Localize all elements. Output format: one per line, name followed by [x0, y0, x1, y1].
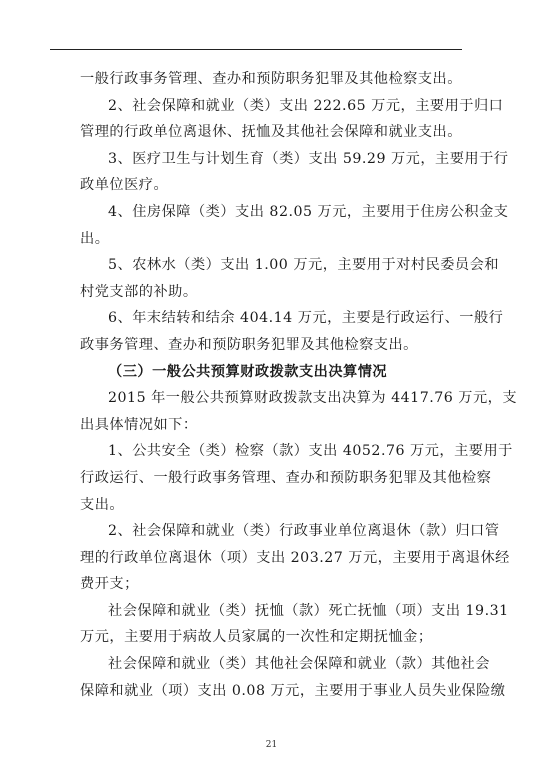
- text-line: 6、年末结转和结余 404.14 万元，主要是行政运行、一般行: [108, 310, 504, 327]
- text-line: 3、医疗卫生与计划生育（类）支出 59.29 万元，主要用于行: [108, 150, 509, 167]
- text-line: 4、住房保障（类）支出 82.05 万元，主要用于住房公积金支: [108, 203, 509, 220]
- text-line: 保障和就业（项）支出 0.08 万元，主要用于事业人员失业保险缴: [80, 682, 506, 699]
- text-line: 管理的行政单位离退休、抚恤及其他社会保障和就业支出。: [80, 124, 462, 141]
- text-line: 2、社会保障和就业（类）支出 222.65 万元，主要用于归口: [108, 97, 504, 114]
- text-line: 社会保障和就业（类）其他社会保障和就业（款）其他社会: [108, 656, 490, 673]
- text-line: 理的行政单位离退休（项）支出 203.27 万元，主要用于离退休经: [80, 549, 510, 566]
- text-line: 出。: [80, 230, 110, 247]
- page-number: 21: [265, 740, 278, 750]
- text-line: 政单位医疗。: [80, 177, 169, 194]
- text-line: 1、公共安全（类）检察（款）支出 4052.76 万元，主要用于: [108, 443, 513, 460]
- text-line: 一般行政事务管理、查办和预防职务犯罪及其他检察支出。: [80, 71, 462, 87]
- text-line: 费开支；: [80, 576, 139, 593]
- text-line: 支出。: [80, 496, 125, 513]
- section-heading: （三）一般公共预算财政拨款支出决算情况: [108, 363, 388, 380]
- text-line: 行政运行、一般行政事务管理、查办和预防职务犯罪及其他检察: [80, 469, 492, 486]
- text-line: 5、农林水（类）支出 1.00 万元，主要用于对村民委员会和: [108, 257, 499, 274]
- text-line: 2、社会保障和就业（类）行政事业单位离退休（款）归口管: [108, 523, 500, 540]
- text-line: 政事务管理、查办和预防职务犯罪及其他检察支出。: [80, 336, 418, 353]
- body-text: [80, 66, 518, 704]
- text-line: 出具体情况如下：: [80, 416, 198, 433]
- header-rule: [50, 49, 462, 50]
- text-line: 村党支部的补助。: [80, 283, 198, 300]
- text-line: 社会保障和就业（类）抚恤（款）死亡抚恤（项）支出 19.31: [108, 602, 509, 619]
- text-line: 万元，主要用于病故人员家属的一次性和定期抚恤金；: [80, 629, 433, 646]
- text-line: 2015 年一般公共预算财政拨款支出决算为 4417.76 万元，支: [108, 390, 518, 407]
